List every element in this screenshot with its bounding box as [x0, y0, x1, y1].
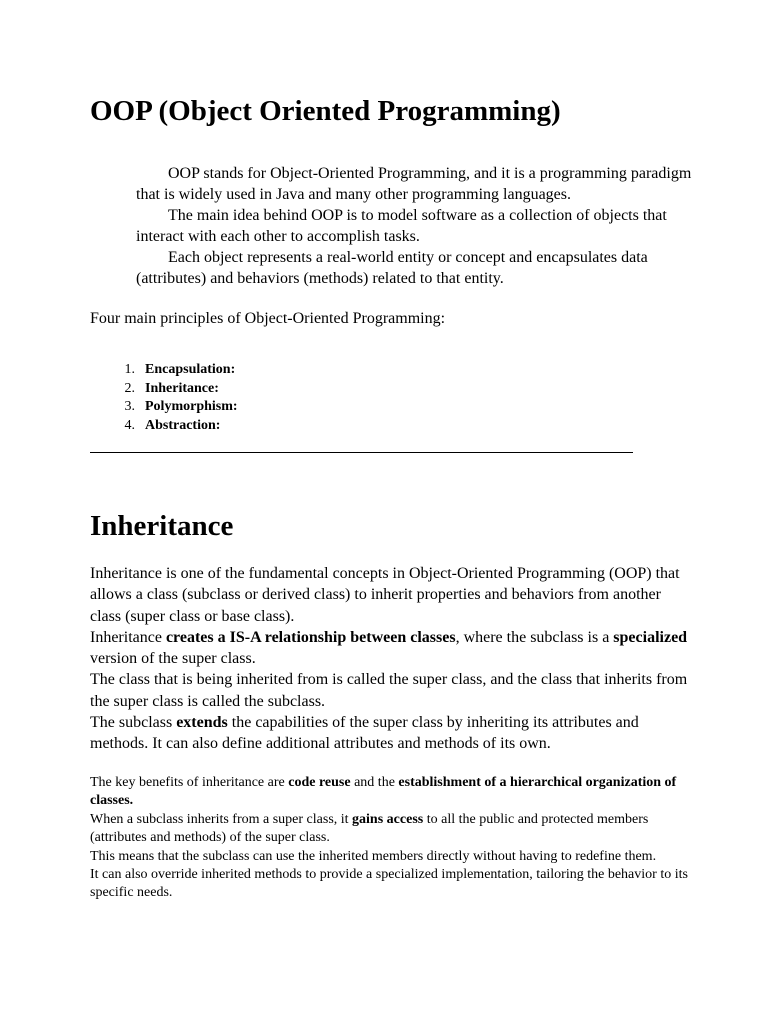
- inheritance-paragraph-1: Inheritance is one of the fundamental concepts in Object-Oriented Programming (OOP) that allows a class (subclass or derived class) to inherit properties and behaviors from another class (super class or base class).: [90, 565, 680, 625]
- list-item: 2. Inheritance:: [90, 380, 238, 399]
- intro-block: [136, 163, 696, 289]
- inheritance-paragraph-3: The class that is being inherited from is called the super class, and the class that inherits from the super class is called the subclass.: [90, 671, 688, 710]
- principle-abstraction: Abstraction:: [145, 418, 221, 434]
- principle-encapsulation: Encapsulation:: [145, 362, 236, 377]
- direct-use-paragraph: This means that the subclass can use the inherited members directly without having to redefine them.: [90, 848, 657, 864]
- list-item: 1. Encapsulation:: [90, 361, 238, 380]
- inheritance-paragraph-2: Inheritance creates a IS-A relationship between classes, where the subclass is a specialized version of the super class.: [90, 628, 688, 668]
- horizontal-divider: [90, 452, 633, 453]
- list-item: 3. Polymorphism:: [90, 398, 238, 417]
- principles-heading: Four main principles of Object-Oriented Programming:: [90, 310, 446, 327]
- inheritance-body: [90, 563, 690, 755]
- intro-paragraph-3: Each object represents a real-world entity or concept and encapsulates data (attributes) and behaviors (methods) related to that entity.: [136, 249, 648, 287]
- benefits-paragraph: The key benefits of inheritance are code reuse and the establishment of a hierarchical organization of classes.: [90, 775, 677, 809]
- inheritance-benefits: [90, 774, 690, 903]
- section-title-inheritance: Inheritance: [90, 510, 234, 542]
- override-paragraph: It can also override inherited methods to provide a specialized implementation, tailoring the behavior to its specific needs.: [90, 867, 688, 901]
- principles-list: [90, 361, 238, 436]
- list-item: 4. Abstraction:: [90, 417, 238, 436]
- intro-paragraph-1: OOP stands for Object-Oriented Programming, and it is a programming paradigm that is widely used in Java and many other programming languages.: [136, 165, 692, 203]
- intro-paragraph-2: The main idea behind OOP is to model software as a collection of objects that interact with each other to accomplish tasks.: [136, 207, 667, 245]
- principle-polymorphism: Polymorphism:: [145, 399, 238, 415]
- access-paragraph: When a subclass inherits from a super class, it gains access to all the public and protected members (attributes and methods) of the super class.: [90, 811, 649, 846]
- inheritance-paragraph-4: The subclass extends the capabilities of the super class by inheriting its attributes and methods. It can also define additional attributes and methods of its own.: [90, 714, 639, 753]
- page-title: OOP (Object Oriented Programming): [90, 95, 561, 127]
- principle-inheritance: Inheritance:: [145, 380, 219, 396]
